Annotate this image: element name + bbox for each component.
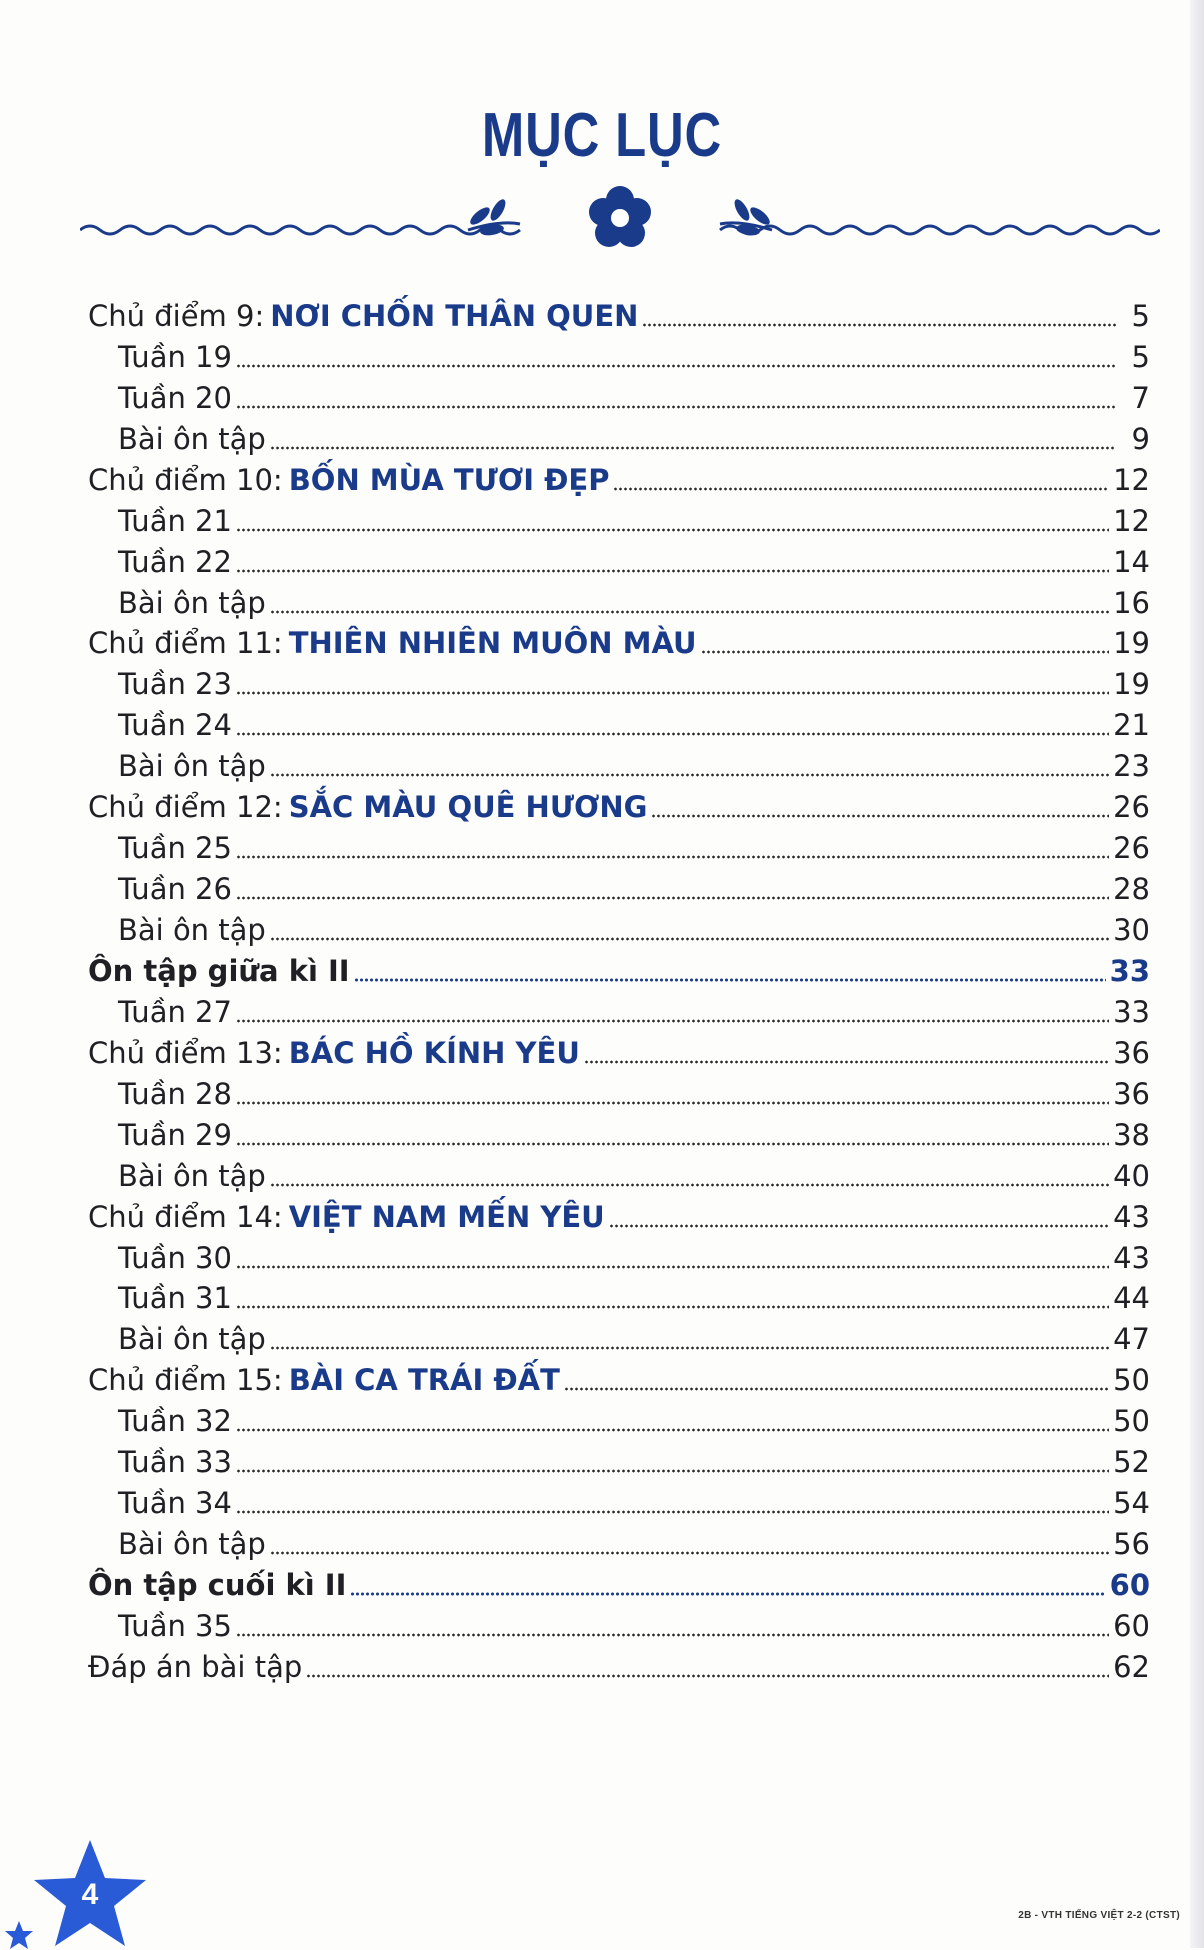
toc-label	[88, 1281, 232, 1315]
toc-page-number: 54	[1113, 1486, 1150, 1521]
toc-subentry	[88, 1602, 1150, 1643]
toc-prefix: Tuần 26	[118, 872, 232, 907]
dot-leader	[236, 569, 1109, 573]
star-icon	[4, 1920, 34, 1950]
toc-label	[88, 995, 232, 1029]
toc-page-number: 33	[1113, 994, 1150, 1029]
dot-leader	[651, 814, 1109, 818]
toc-entry	[88, 620, 1150, 661]
dot-leader	[236, 1142, 1109, 1146]
toc-page-number: 30	[1113, 913, 1150, 947]
toc-prefix: Chủ điểm 11:	[88, 626, 283, 661]
toc-prefix: Đáp án bài tập	[88, 1649, 303, 1684]
table-of-contents	[88, 292, 1150, 1684]
dot-leader	[236, 1469, 1109, 1473]
toc-prefix: Chủ điểm 9:	[88, 298, 265, 333]
toc-prefix: Tuần 20	[118, 380, 232, 415]
toc-subentry	[88, 333, 1150, 374]
dot-leader	[236, 1265, 1109, 1269]
dot-leader	[236, 1019, 1109, 1023]
toc-prefix: Tuần 28	[118, 1076, 232, 1111]
toc-subentry	[88, 1479, 1150, 1520]
toc-page-number: 43	[1113, 1240, 1150, 1275]
toc-subentry	[88, 1397, 1150, 1438]
toc-label	[88, 749, 266, 783]
toc-label	[88, 872, 232, 906]
toc-prefix: Tuần 19	[118, 339, 232, 374]
toc-page-number: 5	[1131, 339, 1150, 374]
toc-label	[88, 422, 266, 456]
page-title: MỤC LỤC	[481, 101, 723, 170]
toc-subentry	[88, 865, 1150, 906]
toc-topic: VIỆT NAM MẾN YÊU	[288, 1199, 605, 1234]
dot-leader	[701, 650, 1109, 654]
toc-label	[88, 708, 232, 742]
toc-subentry	[88, 701, 1150, 742]
toc-label	[88, 504, 232, 538]
dot-leader	[270, 1346, 1109, 1350]
toc-page-number: 19	[1113, 626, 1150, 661]
dot-leader	[270, 610, 1109, 614]
toc-prefix: Tuần 29	[118, 1117, 232, 1152]
dot-leader	[270, 1183, 1109, 1187]
toc-entry	[88, 1561, 1150, 1602]
toc-topic: THIÊN NHIÊN MUÔN MÀU	[288, 626, 697, 661]
toc-label	[88, 1486, 232, 1520]
toc-entry	[88, 292, 1150, 333]
toc-label	[88, 1200, 605, 1234]
toc-label	[88, 1159, 266, 1193]
toc-prefix: Chủ điểm 15:	[88, 1363, 283, 1398]
dot-leader	[613, 487, 1109, 491]
toc-page-number: 28	[1113, 872, 1150, 907]
toc-label	[88, 299, 638, 333]
toc-page-number: 5	[1131, 298, 1150, 333]
toc-label	[88, 1241, 232, 1275]
toc-prefix: Ôn tập giữa kì II	[88, 953, 350, 988]
footer-code: 2B - VTH TIẾNG VIỆT 2-2 (CTST)	[1018, 1910, 1180, 1921]
toc-page-number: 43	[1113, 1199, 1150, 1234]
toc-prefix: Tuần 30	[118, 1240, 232, 1275]
toc-prefix: Bài ôn tập	[118, 1322, 266, 1357]
toc-label	[88, 1322, 266, 1356]
toc-page-number: 50	[1113, 1404, 1150, 1439]
toc-label	[88, 1609, 232, 1643]
toc-page-number: 50	[1113, 1363, 1150, 1398]
dot-leader	[564, 1387, 1109, 1391]
toc-prefix: Tuần 34	[118, 1486, 232, 1521]
toc-prefix: Tuần 27	[118, 994, 232, 1029]
toc-page-number: 47	[1113, 1322, 1150, 1357]
toc-subentry	[88, 415, 1150, 456]
page-edge	[1190, 0, 1204, 1948]
toc-page-number: 19	[1113, 667, 1150, 702]
floral-divider-icon	[80, 180, 1160, 250]
toc-page-number: 36	[1113, 1076, 1150, 1111]
toc-subentry	[88, 660, 1150, 701]
dot-leader	[584, 1060, 1109, 1064]
toc-prefix: Tuần 25	[118, 831, 232, 866]
toc-prefix: Chủ điểm 13:	[88, 1035, 283, 1070]
toc-prefix: Tuần 31	[118, 1281, 232, 1316]
dot-leader	[609, 1224, 1109, 1228]
dot-leader	[642, 323, 1116, 327]
toc-prefix: Bài ôn tập	[118, 913, 266, 947]
dot-leader	[236, 1305, 1109, 1309]
toc-prefix: Tuần 33	[118, 1445, 232, 1480]
toc-prefix: Chủ điểm 14:	[88, 1199, 283, 1234]
toc-subentry	[88, 742, 1150, 783]
toc-page-number: 21	[1113, 708, 1150, 743]
dot-leader	[236, 1428, 1109, 1432]
toc-entry	[88, 1356, 1150, 1397]
toc-label	[88, 463, 609, 497]
dot-leader	[350, 1592, 1105, 1596]
dot-leader	[236, 1101, 1109, 1105]
toc-subentry	[88, 824, 1150, 865]
dot-leader	[270, 937, 1109, 941]
toc-prefix: Bài ôn tập	[118, 585, 266, 620]
dot-leader	[236, 855, 1109, 859]
toc-prefix: Tuần 24	[118, 708, 232, 743]
toc-page-number: 40	[1113, 1158, 1150, 1193]
toc-page-number: 26	[1113, 790, 1150, 825]
toc-label	[88, 913, 266, 947]
toc-subentry	[88, 1111, 1150, 1152]
toc-page-number: 14	[1113, 544, 1150, 579]
dot-leader	[236, 691, 1109, 695]
toc-prefix: Tuần 21	[118, 503, 232, 538]
toc-prefix: Bài ôn tập	[118, 421, 266, 456]
page-number: 4	[81, 1878, 99, 1911]
dot-leader	[354, 978, 1106, 982]
toc-page-number: 36	[1113, 1035, 1150, 1070]
toc-subentry	[88, 1315, 1150, 1356]
toc-label	[88, 626, 697, 660]
toc-subentry	[88, 1520, 1150, 1561]
toc-entry	[88, 1029, 1150, 1070]
toc-subentry	[88, 538, 1150, 579]
toc-topic: NƠI CHỐN THÂN QUEN	[270, 298, 639, 333]
dot-leader	[306, 1674, 1109, 1678]
toc-label	[88, 667, 232, 701]
toc-label	[88, 381, 232, 415]
toc-page-number: 62	[1113, 1649, 1150, 1684]
toc-page-number: 12	[1113, 503, 1150, 538]
dot-leader	[236, 405, 1116, 409]
dot-leader	[236, 1633, 1109, 1637]
toc-subentry	[88, 1438, 1150, 1479]
toc-prefix: Bài ôn tập	[118, 1527, 266, 1562]
toc-page-number: 60	[1109, 1568, 1150, 1602]
toc-subentry	[88, 497, 1150, 538]
toc-page-number: 9	[1131, 421, 1150, 456]
toc-page-number: 52	[1113, 1445, 1150, 1480]
toc-subentry	[88, 1152, 1150, 1193]
toc-entry	[88, 783, 1150, 824]
toc-prefix: Tuần 22	[118, 544, 232, 579]
toc-label	[88, 1527, 266, 1561]
toc-subentry	[88, 988, 1150, 1029]
toc-prefix: Bài ôn tập	[118, 749, 266, 784]
toc-label	[88, 1077, 232, 1111]
toc-entry	[88, 456, 1150, 497]
dot-leader	[236, 1510, 1109, 1514]
toc-label	[88, 1118, 232, 1152]
dot-leader	[270, 1551, 1109, 1555]
toc-page-number: 44	[1113, 1281, 1150, 1316]
toc-page-number: 26	[1113, 831, 1150, 866]
toc-entry	[88, 1193, 1150, 1234]
toc-topic: SẮC MÀU QUÊ HƯƠNG	[288, 790, 648, 825]
toc-prefix: Ôn tập cuối kì II	[88, 1568, 347, 1602]
dot-leader	[270, 773, 1109, 777]
dot-leader	[236, 896, 1109, 900]
toc-prefix: Bài ôn tập	[118, 1158, 266, 1193]
toc-label	[88, 1650, 302, 1684]
toc-label	[88, 831, 232, 865]
toc-page-number: 16	[1113, 585, 1150, 620]
toc-subentry	[88, 579, 1150, 620]
toc-label	[88, 1445, 232, 1479]
dot-leader	[270, 446, 1116, 450]
toc-topic: BÁC HỒ KÍNH YÊU	[288, 1035, 580, 1070]
toc-entry	[88, 947, 1150, 988]
toc-prefix: Tuần 23	[118, 667, 232, 702]
toc-label	[88, 1363, 560, 1397]
toc-prefix: Chủ điểm 12:	[88, 790, 283, 825]
toc-label	[88, 1036, 580, 1070]
toc-page-number: 12	[1113, 462, 1150, 497]
toc-label	[88, 1404, 232, 1438]
dot-leader	[236, 528, 1109, 532]
toc-page-number: 33	[1109, 953, 1150, 988]
toc-topic: BÀI CA TRÁI ĐẤT	[288, 1363, 560, 1398]
toc-subentry	[88, 906, 1150, 947]
toc-page-number: 23	[1113, 749, 1150, 784]
toc-page-number: 56	[1113, 1527, 1150, 1562]
toc-prefix: Chủ điểm 10:	[88, 462, 283, 497]
toc-label	[88, 545, 232, 579]
toc-page-number: 7	[1131, 380, 1150, 415]
toc-entry	[88, 1643, 1150, 1684]
toc-label	[88, 1568, 346, 1602]
toc-label	[88, 586, 266, 620]
toc-subentry	[88, 1234, 1150, 1275]
toc-label	[88, 340, 232, 374]
toc-topic: BỐN MÙA TƯƠI ĐẸP	[288, 462, 610, 497]
dot-leader	[236, 732, 1109, 736]
toc-prefix: Tuần 35	[118, 1608, 232, 1643]
toc-page-number: 38	[1113, 1117, 1150, 1152]
toc-subentry	[88, 374, 1150, 415]
toc-subentry	[88, 1070, 1150, 1111]
toc-label	[88, 790, 647, 824]
toc-prefix: Tuần 32	[118, 1404, 232, 1439]
toc-subentry	[88, 1275, 1150, 1316]
toc-label	[88, 954, 350, 988]
toc-page-number: 60	[1113, 1608, 1150, 1643]
dot-leader	[236, 364, 1116, 368]
